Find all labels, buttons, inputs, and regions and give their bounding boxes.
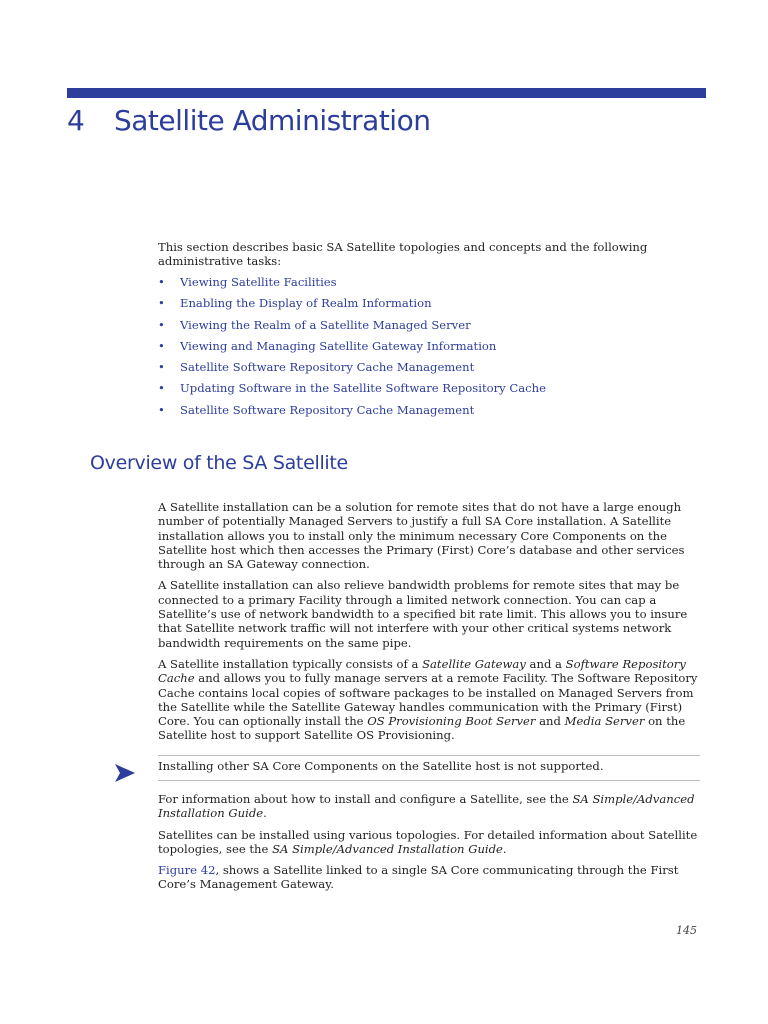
task-list-item xyxy=(158,360,546,381)
task-link[interactable]: Viewing and Managing Satellite Gateway Information xyxy=(180,338,497,353)
task-list-item xyxy=(158,275,546,296)
intro-section xyxy=(158,240,706,276)
task-link[interactable]: Updating Software in the Satellite Software Repository Cache xyxy=(180,381,546,396)
task-link[interactable]: Satellite Software Repository Cache Management xyxy=(180,402,475,417)
bullet-icon: • xyxy=(158,275,165,289)
bullet-icon: • xyxy=(158,317,165,332)
chapter-title-text: Satellite Administration xyxy=(114,104,431,137)
task-list-item xyxy=(158,339,546,360)
intro-paragraph: This section describes basic SA Satellite topologies and concepts and the following administrative tasks: xyxy=(158,240,648,269)
figure-reference-paragraph: Figure 42, shows a Satellite linked to a single SA Core communicating through the First Core’s Management Gateway. xyxy=(158,863,679,892)
task-list-item xyxy=(158,381,546,402)
section-heading: Overview of the SA Satellite xyxy=(90,452,348,474)
page-number: 145 xyxy=(676,924,697,937)
overview-paragraph-3: A Satellite installation typically consists of a Satellite Gateway and a Software Repository Cache and allows you to fully manage servers at a remote Facility. The Software Repository Cache contains local copies of software packages to be installed on Managed Servers from the Satellite while the Satellite Gateway handles communication with the Primary (First) Core. You can optionally install the OS Provisioning Boot Server and Media Server on the Satellite host to support Satellite OS Provisioning. xyxy=(158,656,698,743)
bullet-icon: • xyxy=(158,360,165,375)
term-media-server: Media Server xyxy=(564,714,645,729)
references-section xyxy=(158,792,706,899)
note-divider-top xyxy=(158,755,700,756)
task-list-item xyxy=(158,403,546,424)
task-list-item xyxy=(158,296,546,317)
task-link[interactable]: Satellite Software Repository Cache Management xyxy=(180,360,475,375)
task-link[interactable]: Viewing Satellite Facilities xyxy=(180,275,337,289)
bullet-icon: • xyxy=(158,296,165,311)
overview-paragraph-1: A Satellite installation can be a solution for remote sites that do not have a large enough number of potentially Managed Servers to justify a full SA Core installation. A Satellite installation allows you to install only the minimum necessary Core Components on the Satellite host which then accesses the Primary (First) Core’s database and other services through an SA Gateway connection. xyxy=(158,500,685,572)
term-software-repository-cache: Software Repository Cache xyxy=(158,656,686,686)
task-list xyxy=(158,275,546,424)
bullet-icon: • xyxy=(158,338,165,353)
overview-section xyxy=(158,500,706,750)
task-link[interactable]: Enabling the Display of Realm Information xyxy=(180,296,432,311)
term-satellite-gateway: Satellite Gateway xyxy=(422,656,526,671)
note-arrow-icon xyxy=(114,763,136,783)
note-divider-bottom xyxy=(158,780,700,781)
topologies-paragraph: Satellites can be installed using various topologies. For detailed information about Satellite topologies, see the SA Simple/Advanced Installation Guide. xyxy=(158,827,698,856)
bullet-icon: • xyxy=(158,381,165,396)
chapter-number: 4 xyxy=(67,104,85,137)
task-link[interactable]: Viewing the Realm of a Satellite Managed Server xyxy=(180,317,471,332)
task-list-item xyxy=(158,318,546,339)
chapter-header-bar xyxy=(67,88,706,98)
chapter-title xyxy=(67,104,430,137)
overview-paragraph-2: A Satellite installation can also relieve bandwidth problems for remote sites that may be connected to a primary Facility through a limited network connection. You can cap a Satellite’s use of network bandwidth to a specified bit rate limit. This allows you to insure that Satellite network traffic will not interfere with your other critical systems network bandwidth requirements on the same pipe. xyxy=(158,578,688,650)
guide-title: SA Simple/Advanced Installation Guide xyxy=(272,841,503,856)
figure-42-link[interactable]: Figure 42 xyxy=(158,863,216,878)
guide-title: SA Simple/Advanced Installation Guide xyxy=(158,792,695,821)
install-guide-paragraph: For information about how to install and configure a Satellite, see the SA Simple/Advanced Installation Guide. xyxy=(158,792,695,821)
term-os-provisioning-boot-server: OS Provisioning Boot Server xyxy=(367,714,536,729)
note-text: Installing other SA Core Components on the Satellite host is not supported. xyxy=(158,759,604,773)
bullet-icon: • xyxy=(158,402,165,417)
